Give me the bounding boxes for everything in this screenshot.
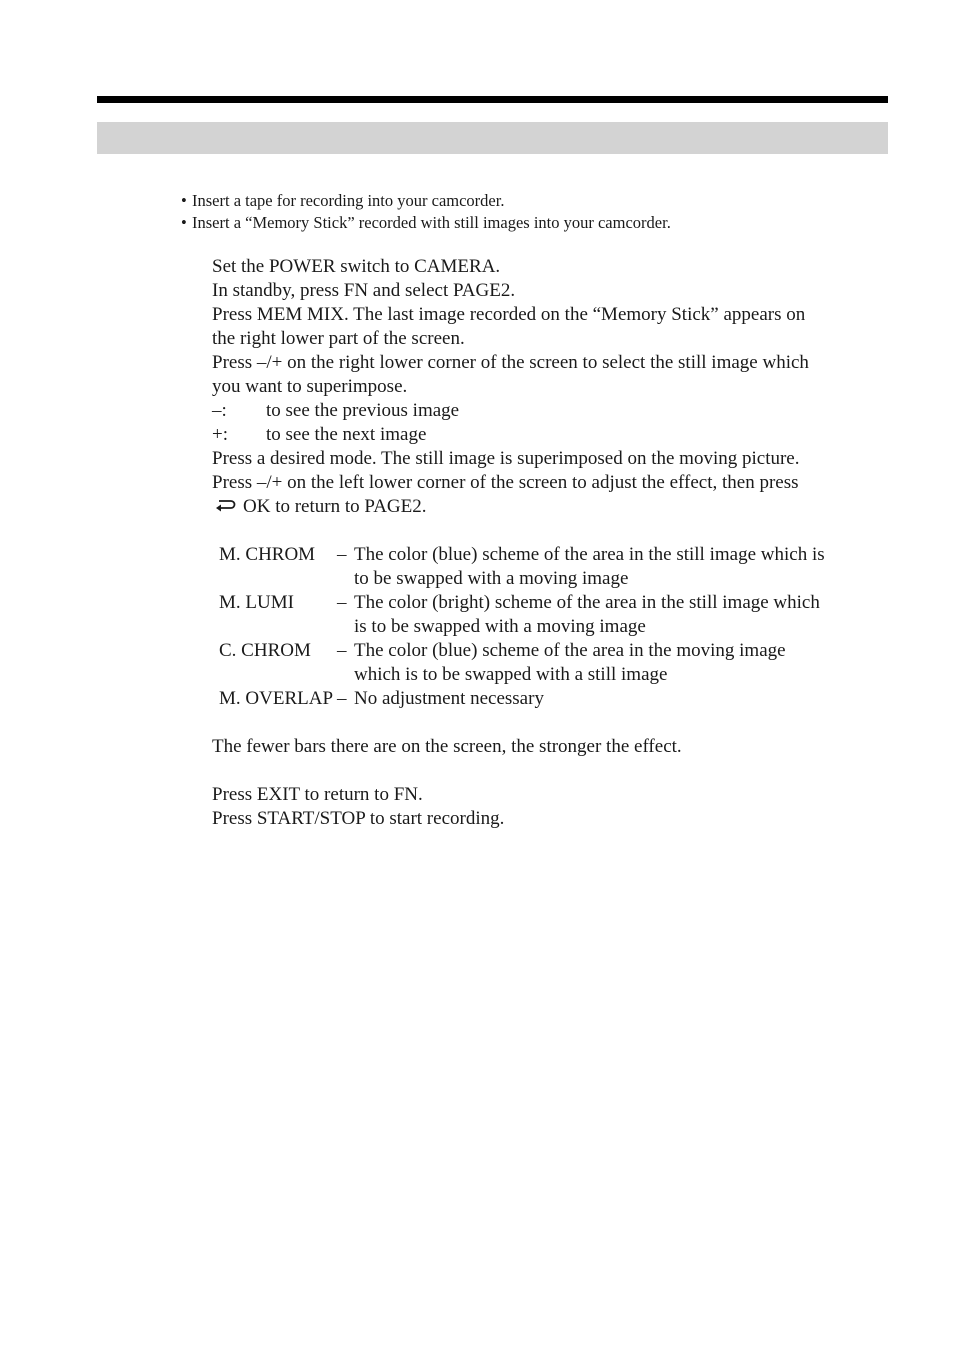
step-6-line-2: [212, 495, 892, 519]
mode-name: C. CHROM: [219, 640, 311, 661]
list-item: [181, 190, 671, 212]
mode-row: [219, 543, 892, 567]
plus-key-description: to see the next image: [266, 424, 427, 445]
mode-dash: –: [337, 544, 347, 565]
mode-description-cont: which is to be swapped with a still image: [354, 664, 668, 685]
mode-name: M. LUMI: [219, 592, 294, 613]
step-4-line-1: Press –/+ on the right lower corner of the screen to select the still image which: [212, 352, 809, 373]
return-arrow-icon: [214, 498, 236, 514]
preparation-list: [181, 190, 671, 234]
bullet-icon: •: [181, 213, 187, 232]
bullet-text: Insert a tape for recording into your camcorder.: [192, 191, 505, 210]
effect-note: The fewer bars there are on the screen, the stronger the effect.: [212, 736, 682, 757]
mode-dash: –: [337, 592, 347, 613]
bullet-text: Insert a “Memory Stick” recorded with still images into your camcorder.: [192, 213, 671, 232]
section-header-band: [97, 122, 888, 154]
step-6-line-1: Press –/+ on the left lower corner of the screen to adjust the effect, then press: [212, 472, 799, 493]
step-3-line-2: the right lower part of the screen.: [212, 328, 465, 349]
mode-row: [219, 687, 892, 711]
mode-name: M. OVERLAP: [219, 688, 334, 709]
minus-key-row: [212, 399, 892, 423]
mode-row: [219, 639, 892, 663]
step-2: In standby, press FN and select PAGE2.: [212, 280, 516, 301]
mode-description: The color (bright) scheme of the area in the still image which: [354, 592, 820, 613]
mode-table: [219, 543, 892, 711]
step-7: Press EXIT to return to FN.: [212, 784, 423, 805]
mode-description-cont: to be swapped with a moving image: [354, 568, 629, 589]
step-5: Press a desired mode. The still image is superimposed on the moving picture.: [212, 448, 800, 469]
step-4-line-2: you want to superimpose.: [212, 376, 408, 397]
list-item: [181, 212, 671, 234]
minus-key-description: to see the previous image: [266, 400, 460, 421]
step-3-line-1: Press MEM MIX. The last image recorded on the “Memory Stick” appears on: [212, 304, 806, 325]
minus-key: –:: [212, 400, 227, 421]
mode-row: [219, 591, 892, 615]
step-8: Press START/STOP to start recording.: [212, 808, 505, 829]
mode-description: No adjustment necessary: [354, 688, 544, 709]
mode-name: M. CHROM: [219, 544, 316, 565]
mode-description: The color (blue) scheme of the area in the still image which is: [354, 544, 825, 565]
step-1: Set the POWER switch to CAMERA.: [212, 256, 501, 277]
top-rule: [97, 96, 888, 103]
plus-key: +:: [212, 424, 228, 445]
plus-key-row: [212, 423, 892, 447]
mode-description: The color (blue) scheme of the area in the moving image: [354, 640, 786, 661]
bullet-icon: •: [181, 191, 187, 210]
ok-return-text: OK to return to PAGE2.: [243, 496, 427, 517]
instruction-steps: [212, 255, 892, 831]
mode-dash: –: [337, 688, 347, 709]
mode-description-cont: is to be swapped with a moving image: [354, 616, 646, 637]
mode-dash: –: [337, 640, 347, 661]
